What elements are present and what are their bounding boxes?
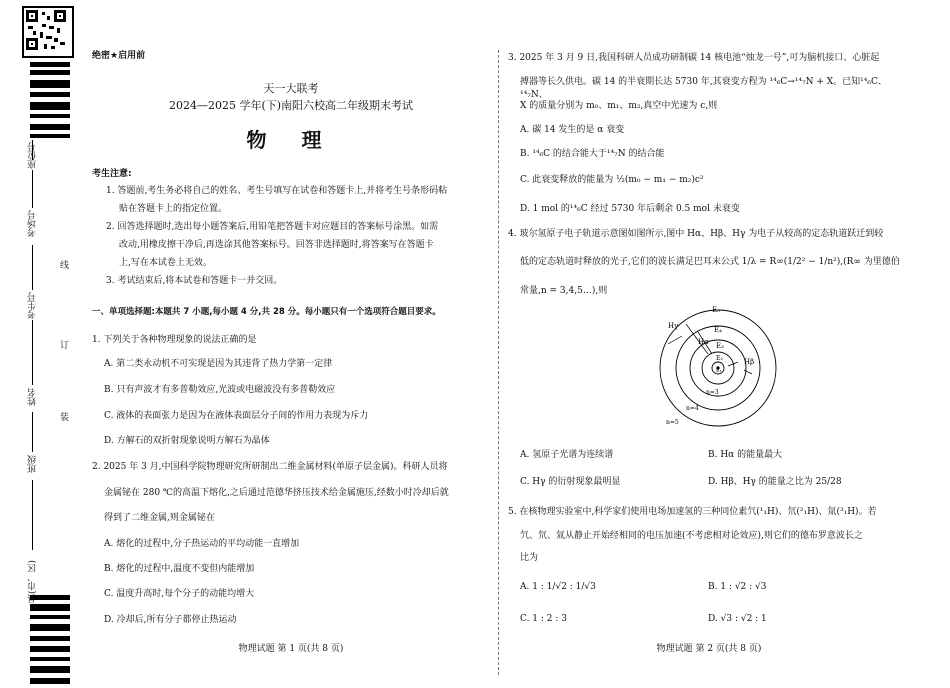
- q5-stem-line: 氕、氘、氚从静止开始经相同的电压加速(不考虑相对论效应),则它们的德布罗意波长之: [520, 531, 863, 541]
- q2-stem-line: 得到了二维金属,则金属铋在: [104, 513, 215, 523]
- county-label: 县(市、区): [28, 560, 38, 604]
- q5-option-c: C. 1 : 2 : 3: [520, 614, 567, 624]
- q3-option-d: D. 1 mol 的¹⁴₆C 经过 5730 年后剩余 0.5 mol 未衰变: [520, 204, 740, 214]
- notice-item: 上,写在本试卷上无效。: [119, 258, 212, 268]
- q4-stem-line: 低的定态轨道时释放的光子,它们的波长满足巴耳末公式 1/λ = R∞(1/2² − 1/n²),(R∞ 为里德伯: [520, 257, 900, 267]
- q4-option-a: A. 氢原子光谱为连续谱: [520, 450, 614, 460]
- q5-stem: 5. 在核物理实验室中,科学家们使用电场加速氢的三种同位素氕(¹₁H)、氘(²₁H)、氚(³₁H)。若: [508, 507, 877, 517]
- section-1-heading: 一、单项选择题:本题共 7 小题,每小题 4 分,共 28 分。每小题只有一个选项符合题目要求。: [92, 307, 441, 317]
- label-E5: E₅: [712, 306, 720, 314]
- secret-label: 绝密★启用前: [92, 51, 146, 61]
- binding-xian: 线: [60, 261, 70, 271]
- q2-stem: 2. 2025 年 3 月,中国科学院物理研究所研制出二维金属材料(单原子层金属)。科研人员将: [92, 462, 448, 472]
- q4-option-c: C. Hγ 的衍射现象最明显: [520, 477, 621, 487]
- exam-title: 2024—2025 学年(下)南阳六校高二年级期末考试: [168, 99, 414, 112]
- binding-ding: 订: [60, 341, 70, 351]
- label-E4: E₄: [714, 326, 722, 334]
- q5-option-d: D. √3 : √2 : 1: [708, 614, 767, 624]
- organizer: 天一大联考: [263, 82, 319, 95]
- q3-option-b: B. ¹⁴₆C 的结合能大于¹⁴₇N 的结合能: [520, 149, 665, 159]
- q2-option-c: C. 温度升高时,每个分子的动能均增大: [104, 589, 255, 599]
- footer-page-1: 物理试题 第 1 页(共 8 页): [238, 644, 344, 654]
- label-n5: n=5: [666, 419, 679, 426]
- q4-option-d: D. Hβ、Hγ 的能量之比为 25/28: [708, 477, 842, 487]
- q2-option-d: D. 冷却后,所有分子都停止热运动: [104, 615, 237, 625]
- column-divider: [498, 50, 499, 675]
- q3-stem-line: 搏器等长久供电。碳 14 的半衰期长达 5730 年,其衰变方程为 ¹⁴₆C→¹⁴₇N + X。已知¹⁴₆C、¹⁴₇N、: [520, 77, 887, 100]
- q3-option-a: A. 碳 14 发生的是 α 衰变: [520, 125, 625, 135]
- q1-option-d: D. 方解石的双折射现象说明方解石为晶体: [104, 436, 270, 446]
- q1-stem: 1. 下列关于各种物理现象的说法正确的是: [92, 335, 257, 345]
- q2-stem-line: 金属铋在 280 ℃的高温下熔化,之后通过范德华挤压技术给金属施压,经数小时冷却后就: [104, 488, 449, 498]
- name-label: 姓名: [28, 388, 38, 406]
- q5-stem-line: 比为: [520, 553, 539, 563]
- q4-stem: 4. 玻尔氢原子电子轨道示意图如图所示,图中 Hα、Hβ、Hγ 为电子从较高的定态轨道跃迁到较: [508, 229, 884, 239]
- binding-zhuang: 装: [60, 413, 70, 423]
- q3-option-c: C. 此衰变释放的能量为 ½(m₀ − m₁ − m₂)c²: [520, 175, 704, 185]
- binding-margin: [0, 0, 88, 688]
- label-Hb: Hβ: [744, 358, 755, 366]
- subject-title: 物 理: [246, 128, 336, 152]
- label-Ha: Hα: [698, 338, 709, 346]
- q2-option-b: B. 熔化的过程中,温度不变但内能增加: [104, 564, 255, 574]
- q2-option-a: A. 熔化的过程中,分子热运动的平均动能一直增加: [104, 539, 300, 549]
- photon-arrow: [668, 336, 682, 344]
- label-n3: n=3: [706, 389, 719, 396]
- q5-option-b: B. 1 : √2 : √3: [708, 582, 767, 592]
- qr-code-icon: [22, 6, 74, 58]
- class-label: 班级: [28, 455, 38, 473]
- label-n4: n=4: [686, 405, 699, 412]
- q5-option-a: A. 1 : 1/√2 : 1/√3: [520, 582, 596, 592]
- label-E2: E₂: [716, 355, 723, 362]
- exam-room-label: 考场号: [28, 210, 38, 237]
- notice-item: 2. 回答选择题时,选出每小题答案后,用铅笔把答题卡对应题目的答案标号涂黑。如需: [106, 222, 439, 232]
- notice-item: 1. 答题前,考生务必将自己的姓名、考生号填写在试卷和答题卡上,并将考生号条形码粘: [106, 186, 448, 196]
- label-E1: E₁: [716, 368, 722, 374]
- notice-item: 贴在答题卡上的指定位置。: [119, 204, 228, 214]
- q1-option-a: A. 第二类永动机不可实现是因为其违背了热力学第一定律: [104, 359, 333, 369]
- notice-title: 考生注意:: [92, 169, 132, 179]
- label-E3: E₃: [716, 342, 724, 350]
- notice-item: 改动,用橡皮擦干净后,再选涂其他答案标号。回答非选择题时,将答案写在答题卡: [119, 240, 434, 250]
- q3-stem-line: X 的质量分别为 m₀、m₁、m₂,真空中光速为 c,则: [520, 101, 718, 111]
- q1-option-b: B. 只有声波才有多普勒效应,光波或电磁波没有多普勒效应: [104, 385, 336, 395]
- candidate-number-label: 考生号: [28, 292, 38, 319]
- q4-option-b: B. Hα 的能量最大: [708, 450, 783, 460]
- footer-page-2: 物理试题 第 2 页(共 8 页): [656, 644, 762, 654]
- q4-stem-line: 常量,n = 3,4,5…),则: [520, 286, 608, 296]
- bohr-orbit-diagram: [646, 300, 786, 430]
- label-Hg: Hγ: [668, 322, 679, 330]
- q3-stem: 3. 2025 年 3 月 9 日,我国科研人员成功研制碳 14 核电池“烛龙一号”,可为脑机接口、心脏起: [508, 53, 880, 63]
- notice-item: 3. 考试结束后,将本试卷和答题卡一并交回。: [106, 276, 283, 286]
- q1-option-c: C. 液体的表面张力是因为在液体表面层分子间的作用力表现为斥力: [104, 411, 369, 421]
- seat-number-label: 座位号: [28, 142, 38, 169]
